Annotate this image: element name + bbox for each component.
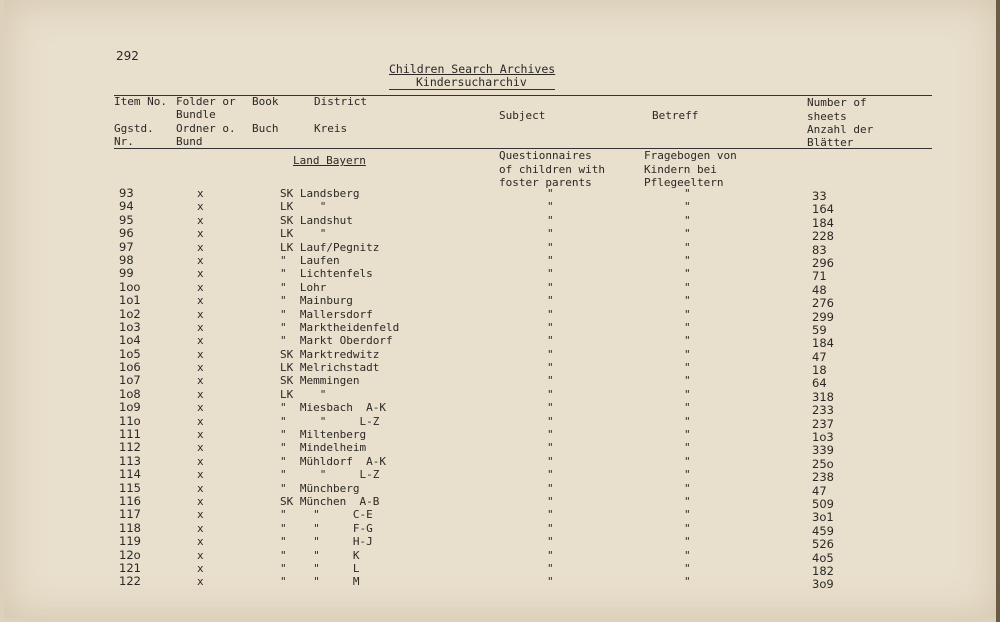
table-row: [4, 360, 1000, 378]
subject-ditto: ": [547, 187, 554, 200]
sheet-count: 318: [812, 389, 834, 404]
table-row: [4, 453, 1000, 471]
item-number: 1o5: [119, 346, 141, 361]
district-name: " " L-Z: [280, 468, 380, 482]
folder-mark: x: [197, 575, 204, 589]
betreff-ditto: ": [684, 468, 691, 482]
district-name: " " K: [280, 548, 360, 562]
item-number: 117: [119, 507, 141, 522]
folder-mark: x: [197, 347, 204, 361]
betreff-line: Pflegeeltern: [644, 176, 724, 189]
item-number: 119: [119, 534, 141, 549]
subject-ditto: ": [547, 227, 554, 241]
document-subtitle: Kindersucharchiv: [416, 75, 527, 89]
item-number: 1o2: [119, 306, 141, 321]
title-underline: [389, 89, 555, 90]
document-page: [4, 0, 998, 618]
subject-ditto: ": [547, 508, 554, 522]
table-row: [4, 239, 1000, 257]
table-row: [4, 279, 1000, 297]
folder-mark: x: [197, 213, 204, 227]
district-name: " Münchberg: [280, 481, 360, 495]
sheet-count: 228: [812, 229, 834, 244]
betreff-ditto: ": [684, 227, 691, 241]
betreff-ditto: ": [684, 294, 691, 308]
district-name: " " H-J: [280, 535, 373, 549]
subject-ditto: ": [547, 561, 554, 575]
sheet-count: 339: [812, 443, 834, 458]
betreff-ditto: ": [684, 401, 691, 415]
district-name: " Markt Oberdorf: [280, 334, 393, 348]
header-nr: Nr.: [114, 135, 134, 148]
subject-ditto: ": [547, 454, 554, 468]
table-row: [4, 427, 1000, 445]
subject-description: [499, 149, 605, 190]
subject-ditto: ": [547, 200, 554, 214]
subject-ditto: ": [547, 267, 554, 281]
district-name: " " F-G: [280, 521, 373, 535]
item-number: 118: [119, 520, 141, 535]
betreff-ditto: ": [684, 320, 691, 334]
sheet-count: 296: [812, 255, 834, 270]
betreff-ditto: ": [684, 521, 691, 535]
district-name: " Miesbach A-K: [280, 401, 386, 415]
item-number: 121: [119, 560, 141, 575]
item-number: 11o: [119, 413, 141, 428]
table-row: [4, 440, 1000, 458]
header-ggstd: Ggstd.: [114, 122, 154, 135]
district-name: " " L-Z: [280, 414, 380, 428]
table-row: [4, 293, 1000, 311]
district-name: " Miltenberg: [280, 428, 367, 442]
subject-ditto: ": [547, 441, 554, 455]
sheet-count: 238: [812, 470, 834, 485]
district-name: LK Melrichstadt: [280, 361, 380, 375]
subject-ditto: ": [547, 280, 554, 294]
subject-ditto: ": [547, 548, 554, 562]
district-name: " Mallersdorf: [280, 307, 373, 321]
subject-ditto: ": [547, 374, 554, 388]
folder-mark: x: [197, 481, 204, 495]
item-number: 1o9: [119, 400, 141, 415]
table-row: [4, 560, 1000, 578]
folder-mark: x: [197, 227, 204, 241]
district-name: SK Marktredwitz: [280, 347, 380, 361]
table-row: [4, 333, 1000, 351]
folder-mark: x: [197, 521, 204, 535]
header-bundle: Bundle: [176, 108, 216, 121]
betreff-ditto: ": [684, 387, 691, 401]
betreff-ditto: ": [684, 200, 691, 214]
header-betreff: Betreff: [652, 109, 699, 122]
header-kreis: Kreis: [314, 122, 348, 135]
subject-ditto: ": [547, 428, 554, 442]
betreff-ditto: ": [684, 280, 691, 294]
folder-mark: x: [197, 253, 204, 267]
table-row: [4, 252, 1000, 270]
subject-ditto: ": [547, 253, 554, 267]
table-row: [4, 400, 1000, 418]
betreff-ditto: ": [684, 428, 691, 442]
section-label: Land Bayern: [293, 154, 366, 167]
folder-mark: x: [197, 267, 204, 281]
district-name: SK Landshut: [280, 213, 353, 227]
betreff-ditto: ": [684, 374, 691, 388]
item-number: 122: [119, 574, 141, 589]
folder-mark: x: [197, 374, 204, 388]
subject-ditto: ": [547, 320, 554, 334]
district-name: LK ": [280, 227, 327, 241]
item-number: 1oo: [119, 279, 141, 294]
betreff-ditto: ": [684, 253, 691, 267]
sheet-count: 3o1: [812, 510, 834, 525]
header-district: District: [314, 95, 367, 108]
district-name: " Lichtenfels: [280, 267, 373, 281]
header-book: Book: [252, 95, 279, 108]
header-bund: Bund: [176, 135, 203, 148]
table-row: [4, 199, 1000, 217]
table-row: [4, 306, 1000, 324]
header-sheets: sheets: [807, 110, 847, 123]
sheet-count: 83: [812, 242, 827, 257]
betreff-ditto: ": [684, 414, 691, 428]
betreff-ditto: ": [684, 307, 691, 321]
betreff-ditto: ": [684, 508, 691, 522]
betreff-ditto: ": [684, 494, 691, 508]
table-body: [4, 186, 1000, 592]
sheet-count: 1o3: [812, 430, 834, 445]
table-row: [4, 493, 1000, 511]
item-number: 116: [119, 493, 141, 508]
subject-ditto: ": [547, 575, 554, 589]
folder-mark: x: [197, 468, 204, 482]
table-row: [4, 520, 1000, 538]
betreff-ditto: ": [684, 334, 691, 348]
sheet-count: 237: [812, 416, 834, 431]
subject-ditto: ": [547, 414, 554, 428]
table-row: [4, 413, 1000, 431]
sheet-count: 71: [812, 269, 827, 284]
folder-mark: x: [197, 441, 204, 455]
betreff-ditto: ": [684, 535, 691, 549]
folder-mark: x: [197, 548, 204, 562]
subject-ditto: ": [547, 334, 554, 348]
district-name: SK München A-B: [280, 494, 380, 508]
sheet-count: 4o5: [812, 550, 834, 565]
subject-ditto: ": [547, 294, 554, 308]
betreff-ditto: ": [684, 361, 691, 375]
table-row: [4, 186, 1000, 203]
sheet-count: 299: [812, 309, 834, 324]
folder-mark: x: [197, 401, 204, 415]
item-number: 98: [119, 252, 134, 267]
district-name: " Laufen: [280, 253, 340, 267]
item-number: 97: [119, 239, 134, 254]
district-name: LK Lauf/Pegnitz: [280, 240, 380, 254]
district-name: " Mindelheim: [280, 441, 367, 455]
table-row: [4, 467, 1000, 485]
item-number: 113: [119, 453, 141, 468]
betreff-ditto: ": [684, 441, 691, 455]
district-name: " Mühldorf A-K: [280, 454, 386, 468]
header-number-of: Number of: [807, 96, 867, 109]
sheet-count: 509: [812, 496, 834, 511]
subject-ditto: ": [547, 494, 554, 508]
header-blaetter: Blätter: [807, 136, 854, 149]
folder-mark: x: [197, 334, 204, 348]
district-name: " " L: [280, 561, 360, 575]
folder-mark: x: [197, 320, 204, 334]
folder-mark: x: [197, 428, 204, 442]
table-row: [4, 547, 1000, 565]
betreff-ditto: ": [684, 575, 691, 589]
subject-ditto: ": [547, 401, 554, 415]
betreff-ditto: ": [684, 347, 691, 361]
item-number: 1o1: [119, 293, 141, 308]
folder-mark: x: [197, 307, 204, 321]
sheet-count: 47: [812, 349, 827, 364]
betreff-ditto: ": [684, 561, 691, 575]
subject-ditto: ": [547, 535, 554, 549]
folder-mark: x: [197, 494, 204, 508]
table-row: [4, 574, 1000, 592]
district-name: " " M: [280, 575, 360, 589]
sheet-count: 33: [812, 189, 827, 203]
sheet-count: 184: [812, 336, 834, 351]
document-title: Children Search Archives: [389, 62, 556, 76]
sheet-count: 3o9: [812, 577, 834, 592]
table-row: [4, 226, 1000, 244]
header-folder: Folder or: [176, 95, 236, 108]
district-name: " " C-E: [280, 508, 373, 522]
district-name: LK ": [280, 200, 327, 214]
item-number: 93: [119, 186, 134, 200]
sheet-count: 47: [812, 483, 827, 498]
header-anzahl: Anzahl der: [807, 123, 874, 136]
folder-mark: x: [197, 280, 204, 294]
folder-mark: x: [197, 387, 204, 401]
district-name: " Marktheidenfeld: [280, 320, 400, 334]
sheet-count: 182: [812, 563, 834, 578]
table-row: [4, 266, 1000, 284]
betreff-ditto: ": [684, 213, 691, 227]
item-number: 1o8: [119, 386, 141, 401]
betreff-ditto: ": [684, 548, 691, 562]
item-number: 111: [119, 427, 141, 442]
item-number: 94: [119, 199, 134, 214]
folder-mark: x: [197, 454, 204, 468]
item-number: 96: [119, 226, 134, 241]
subject-ditto: ": [547, 240, 554, 254]
table-row: [4, 480, 1000, 498]
sheet-count: 18: [812, 363, 827, 378]
table-row: [4, 346, 1000, 364]
betreff-ditto: ": [684, 187, 691, 200]
header-item-no: Item No.: [114, 95, 167, 108]
subject-ditto: ": [547, 481, 554, 495]
sheet-count: 59: [812, 322, 827, 337]
betreff-line: Fragebogen von: [644, 149, 737, 162]
sheet-count: 233: [812, 403, 834, 418]
header-subject: Subject: [499, 109, 546, 122]
table-row: [4, 319, 1000, 337]
sheet-count: 25o: [812, 456, 834, 471]
table-row: [4, 386, 1000, 404]
folder-mark: x: [197, 294, 204, 308]
item-number: 1o3: [119, 319, 141, 334]
item-number: 95: [119, 212, 134, 227]
subject-ditto: ": [547, 387, 554, 401]
subject-ditto: ": [547, 307, 554, 321]
page-number: 292: [116, 49, 139, 63]
folder-mark: x: [197, 508, 204, 522]
subject-ditto: ": [547, 213, 554, 227]
page-edge: [996, 0, 1000, 622]
item-number: 1o6: [119, 360, 141, 375]
table-row: [4, 507, 1000, 525]
subject-ditto: ": [547, 361, 554, 375]
item-number: 1o7: [119, 373, 141, 388]
betreff-ditto: ": [684, 454, 691, 468]
sheet-count: 48: [812, 282, 827, 297]
betreff-description: [644, 149, 737, 190]
subject-ditto: ": [547, 521, 554, 535]
subject-line: foster parents: [499, 176, 592, 189]
betreff-ditto: ": [684, 481, 691, 495]
sheet-count: 64: [812, 376, 827, 391]
folder-mark: x: [197, 535, 204, 549]
betreff-ditto: ": [684, 240, 691, 254]
sheet-count: 164: [812, 202, 834, 217]
sheet-count: 276: [812, 296, 834, 311]
table-row: [4, 373, 1000, 391]
folder-mark: x: [197, 561, 204, 575]
sheet-count: 526: [812, 537, 834, 552]
folder-mark: x: [197, 414, 204, 428]
subject-line: Questionnaires: [499, 149, 592, 162]
item-number: 99: [119, 266, 134, 281]
item-number: 1o4: [119, 333, 141, 348]
sheet-count: 184: [812, 215, 834, 230]
district-name: " Lohr: [280, 280, 327, 294]
folder-mark: x: [197, 187, 204, 200]
district-name: LK ": [280, 387, 327, 401]
table-row: [4, 534, 1000, 552]
header-ordner: Ordner o.: [176, 122, 236, 135]
folder-mark: x: [197, 200, 204, 214]
item-number: 115: [119, 480, 141, 495]
item-number: 12o: [119, 547, 141, 562]
subject-line: of children with: [499, 162, 605, 176]
item-number: 114: [119, 467, 141, 482]
table-row: [4, 212, 1000, 230]
betreff-ditto: ": [684, 267, 691, 281]
district-name: SK Landsberg: [280, 187, 360, 200]
folder-mark: x: [197, 240, 204, 254]
subject-ditto: ": [547, 468, 554, 482]
subject-ditto: ": [547, 347, 554, 361]
betreff-line: Kindern bei: [644, 162, 717, 176]
folder-mark: x: [197, 361, 204, 375]
header-buch: Buch: [252, 122, 279, 135]
district-name: SK Memmingen: [280, 374, 360, 388]
sheet-count: 459: [812, 523, 834, 538]
district-name: " Mainburg: [280, 294, 353, 308]
item-number: 112: [119, 440, 141, 455]
